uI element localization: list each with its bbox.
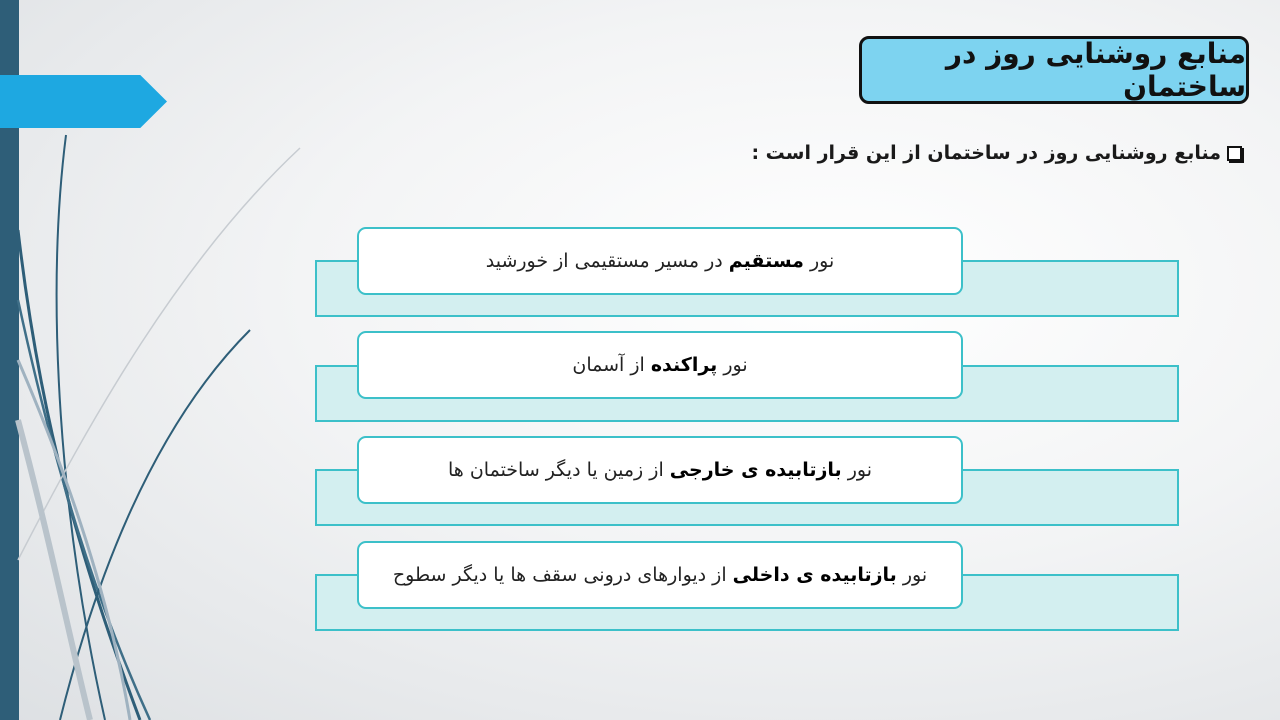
item-keyword: بازتابیده ی خارجی [669, 459, 842, 481]
item-description: از آسمان [572, 354, 645, 376]
item-keyword: مستقیم [728, 250, 804, 272]
slide-title: منابع روشنایی روز در ساختمان [859, 36, 1249, 104]
item-keyword: پراکنده [650, 354, 718, 376]
item-prefix: نور [723, 354, 748, 376]
list-item [357, 541, 963, 609]
checkbox-square-icon [1227, 146, 1242, 161]
list-item [357, 436, 963, 504]
item-description: در مسیر مستقیمی از خورشید [485, 250, 723, 272]
item-prefix: نور [902, 564, 928, 586]
intro-text: منابع روشنایی روز در ساختمان از این قرار است : [751, 142, 1221, 164]
item-prefix: نور [810, 250, 835, 272]
list-item [357, 227, 963, 295]
item-description: از زمین یا دیگر ساختمان ها [448, 459, 664, 481]
item-keyword: بازتابیده ی داخلی [732, 564, 897, 586]
intro-line [751, 142, 1242, 164]
list-item [357, 331, 963, 399]
item-prefix: نور [847, 459, 872, 481]
arrow-tab-accent [0, 75, 167, 128]
item-description: از دیوارهای درونی سقف ها یا دیگر سطوح [392, 564, 727, 586]
